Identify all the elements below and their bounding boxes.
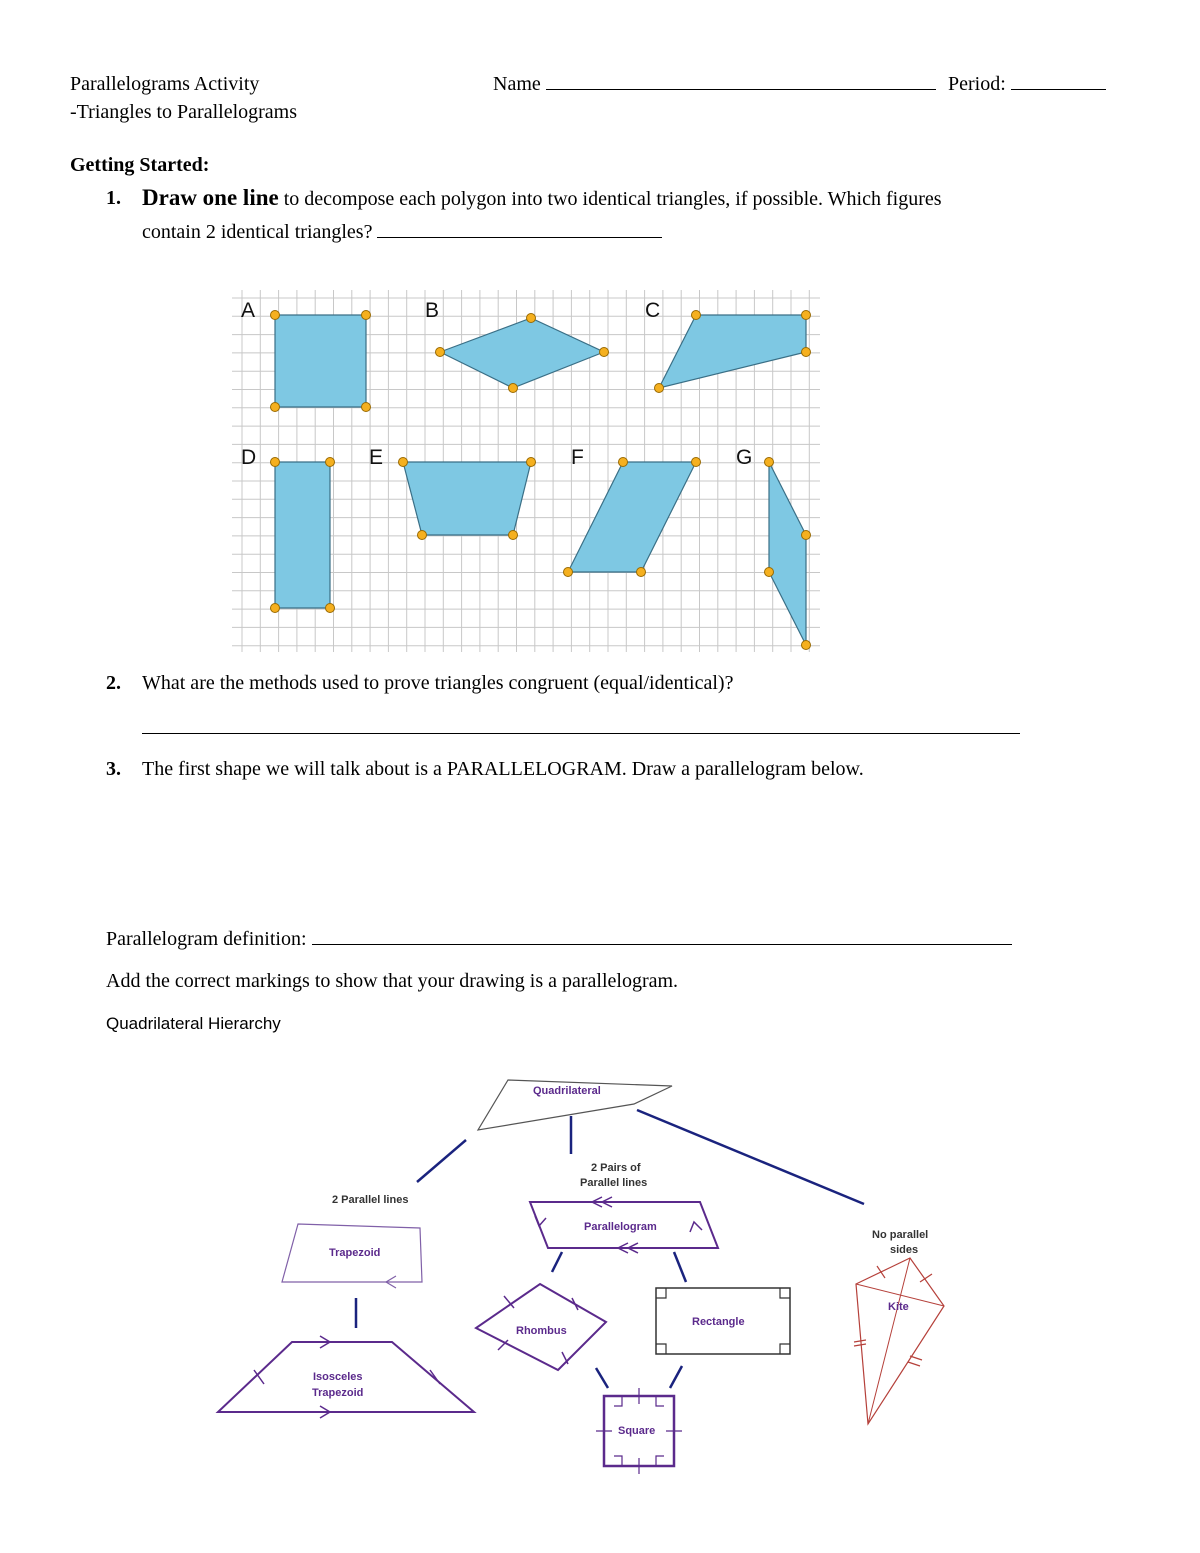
q2-answer-blank[interactable]: [142, 733, 1020, 734]
two-pairs-label-1: 2 Pairs of: [591, 1162, 641, 1174]
hierarchy-title: Quadrilateral Hierarchy: [106, 1014, 281, 1033]
quadrilateral-label: Quadrilateral: [533, 1085, 601, 1097]
vertex-point: [692, 458, 701, 467]
connector-line: [637, 1110, 864, 1204]
q2-text: What are the methods used to prove triangles congruent (equal/identical)?: [142, 672, 734, 694]
shape-e-trapezoid: [403, 462, 531, 535]
q1-line1: [142, 185, 942, 211]
worksheet-subtitle: -Triangles to Parallelograms: [70, 101, 298, 123]
rectangle-label: Rectangle: [692, 1316, 745, 1328]
vertex-point: [655, 384, 664, 393]
connector-line: [417, 1140, 466, 1182]
connector-line: [670, 1366, 682, 1388]
vertex-point: [326, 458, 335, 467]
polygon-grid-figure: [232, 290, 822, 655]
q1-bold-text: Draw one line: [142, 185, 279, 210]
worksheet-title: Parallelograms Activity: [70, 73, 260, 95]
vertex-point: [509, 384, 518, 393]
vertex-point: [527, 314, 536, 323]
figure-label-b: B: [425, 299, 440, 322]
vertex-point: [802, 348, 811, 357]
q3-number: 3.: [106, 758, 121, 780]
no-parallel-label-1: No parallel: [872, 1229, 929, 1241]
figure-label-e: E: [369, 446, 384, 469]
period-field: [948, 73, 1106, 96]
figure-label-g: G: [736, 446, 753, 469]
vertex-point: [765, 568, 774, 577]
vertex-point: [765, 458, 774, 467]
trapezoid-label: Trapezoid: [329, 1247, 381, 1259]
figure-label-a: A: [241, 299, 256, 322]
period-blank[interactable]: [1011, 89, 1106, 90]
vertex-point: [619, 458, 628, 467]
vertex-point: [271, 403, 280, 412]
name-label: Name: [493, 73, 541, 95]
shape-a-square: [275, 315, 366, 407]
q1-text-2: contain 2 identical triangles?: [142, 221, 373, 243]
kite-diagonals: [856, 1258, 944, 1424]
q3-text: The first shape we will talk about is a PARALLELOGRAM. Draw a parallelogram below.: [142, 758, 864, 780]
connector-line: [674, 1252, 686, 1282]
figure-label-f: F: [571, 446, 584, 469]
markings-instruction: Add the correct markings to show that your drawing is a parallelogram.: [106, 970, 679, 992]
period-label: Period:: [948, 73, 1006, 95]
q1-answer-blank[interactable]: [377, 237, 662, 238]
connector-line: [596, 1368, 608, 1388]
kite-ticks: [854, 1266, 932, 1366]
vertex-point: [802, 531, 811, 540]
vertex-point: [436, 348, 445, 357]
vertex-point: [509, 531, 518, 540]
figure-label-d: D: [241, 446, 257, 469]
square-label: Square: [618, 1425, 656, 1437]
vertex-point: [692, 311, 701, 320]
connector-line: [552, 1252, 562, 1272]
shape-g-quadrilateral: [769, 462, 806, 645]
kite-label: Kite: [888, 1301, 909, 1313]
q1-line2: [142, 221, 662, 244]
vertex-point: [527, 458, 536, 467]
definition-line: [106, 928, 1012, 951]
vertex-point: [271, 458, 280, 467]
vertex-point: [271, 604, 280, 613]
q1-text: to decompose each polygon into two identical triangles, if possible. Which figures: [278, 188, 942, 210]
kite-shape: [856, 1258, 944, 1424]
two-pairs-label-2: Parallel lines: [580, 1177, 648, 1189]
shape-f-parallelogram: [568, 462, 696, 572]
quadrilateral-hierarchy-diagram: [210, 1070, 970, 1480]
name-field: [493, 73, 936, 96]
name-blank[interactable]: [546, 89, 936, 90]
vertex-point: [802, 641, 811, 650]
parallelogram-label: Parallelogram: [584, 1221, 657, 1233]
vertex-point: [564, 568, 573, 577]
vertex-point: [600, 348, 609, 357]
vertex-point: [399, 458, 408, 467]
isosceles-label-1: Isosceles: [313, 1371, 363, 1383]
vertex-point: [637, 568, 646, 577]
q2-number: 2.: [106, 672, 121, 694]
two-parallel-lines-label: 2 Parallel lines: [332, 1194, 409, 1206]
definition-blank[interactable]: [312, 944, 1012, 945]
section-heading: Getting Started:: [70, 154, 210, 176]
vertex-point: [362, 403, 371, 412]
vertex-point: [802, 311, 811, 320]
vertex-point: [418, 531, 427, 540]
rhombus-label: Rhombus: [516, 1325, 567, 1337]
isosceles-label-2: Trapezoid: [312, 1387, 364, 1399]
shape-d-rectangle: [275, 462, 330, 608]
q1-number: 1.: [106, 187, 121, 209]
definition-label: Parallelogram definition:: [106, 928, 307, 950]
figure-label-c: C: [645, 299, 661, 322]
no-parallel-label-2: sides: [890, 1244, 919, 1256]
shape-b-rhombus: [440, 318, 604, 388]
vertex-point: [271, 311, 280, 320]
vertex-point: [326, 604, 335, 613]
vertex-point: [362, 311, 371, 320]
